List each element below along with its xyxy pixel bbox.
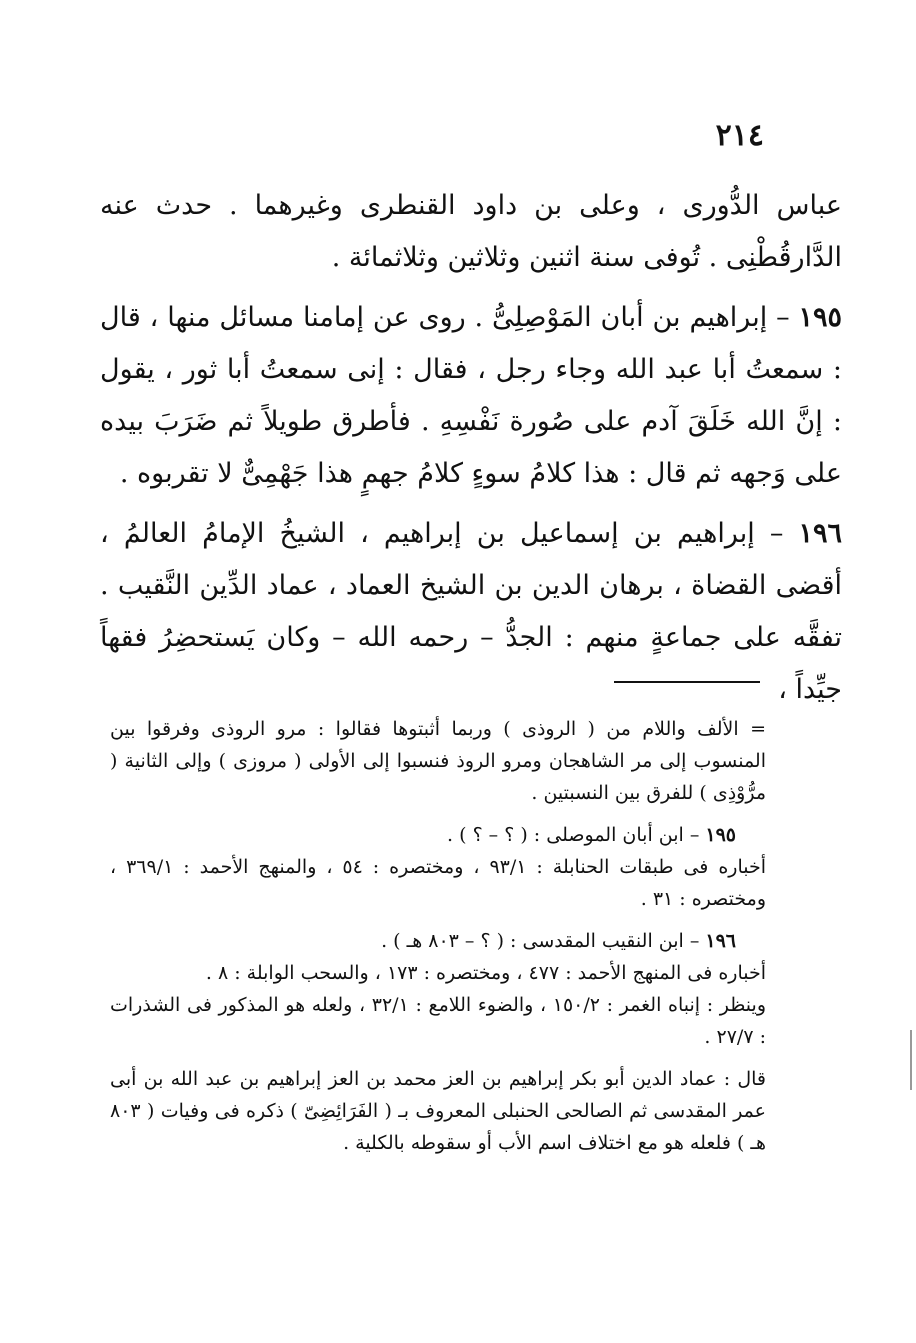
entry-number-196: ١٩٦ — [798, 518, 842, 549]
footnote-196-sources: أخباره فى المنهج الأحمد : ٤٧٧ ، ومختصره : ١٧٣ ، والسحب الوابلة : ٨ . — [205, 962, 766, 984]
footnote-continuation: = الألف واللام من ( الروذى ) وربما أثبتوها فقالوا : مرو الروذى وفرقوا بين المنسوب إلى مر الشاهجان ومرو الروذ فنسبوا إلى الأولى ( مروزى ) وإلى الثانية ( مرُّوْذِى ) للفرق بين النسبتين . — [110, 718, 766, 804]
entry-195 — [100, 292, 842, 500]
entry-text-195: – إبراهيم بن أبان المَوْصِلِىُّ . روى عن إمامنا مسائل منها ، قال : سمعتُ أبا عبد الله وجاء رجل ، فقال : إنى سمعتُ أبا ثور ، يقول : إنَّ الله خَلَقَ آدم على صُورة نَفْسِهِ . فأطرق طويلاً ثم ضَرَبَ بيده على وَجهه ثم قال : هذا كلامُ سوءٍ كلامُ جهمٍ هذا جَهْمِىٌّ لا تقربوه . — [100, 302, 842, 489]
footnote-title-text-196: – ابن النقيب المقدسى : ( ؟ – ٨٠٣ هـ ) . — [381, 930, 706, 952]
paragraph-continuation: عباس الدُّورى ، وعلى بن داود القنطرى وغيرهما . حدث عنه الدَّارقُطْنِى . تُوفى سنة اثنين وثلاثين وثلاثمائة . — [100, 190, 842, 273]
entry-number-195: ١٩٥ — [798, 302, 842, 333]
footnote-196-see-also: وينظر : إنباه الغمر : ١٥٠/٢ ، والضوء اللامع : ٣٢/١ ، ولعله هو المذكور فى الشذرات : ٢٧/٧ . — [110, 994, 767, 1048]
entry-196 — [100, 508, 842, 716]
page-number: ٢١٤ — [715, 118, 764, 153]
main-text — [100, 180, 842, 716]
footnote-195-title — [110, 819, 766, 851]
footnote-title-text-195: – ابن أبان الموصلى : ( ؟ – ؟ ) . — [447, 824, 706, 846]
entry-text-196: – إبراهيم بن إسماعيل بن إبراهيم ، الشيخُ الإمامُ العالمُ ، أقضى القضاة ، برهان الدين بن الشيخ العماد ، عماد الدِّين النَّقيب . تفقَّه على جماعةٍ منهم : الجدُّ – رحمه الله – وكان يَستحضِرُ فقهاً جيِّداً ، — [100, 518, 842, 705]
scan-edge-mark — [910, 1030, 912, 1090]
footnote-separator — [614, 681, 760, 683]
footnote-number-195: ١٩٥ — [705, 824, 736, 846]
footnote-196-note: قال : عماد الدين أبو بكر إبراهيم بن العز محمد بن العز إبراهيم بن عبد الله بن أبى عمر المقدسى ثم الصالحى الحنبلى المعروف بـ ( الفَرَائِضِىّ ) ذكره فى وفيات ( ٨٠٣ هـ ) فلعله هو مع اختلاف اسم الأب أو سقوطه بالكلية . — [110, 1068, 766, 1154]
footnote-195-sources: أخباره فى طبقات الحنابلة : ٩٣/١ ، ومختصره : ٥٤ ، والمنهج الأحمد : ٣٦٩/١ ، ومختصره : ٣١ . — [110, 856, 766, 910]
footnote-number-196: ١٩٦ — [705, 930, 736, 952]
footnotes — [110, 713, 766, 1159]
footnote-196-title — [110, 925, 766, 957]
